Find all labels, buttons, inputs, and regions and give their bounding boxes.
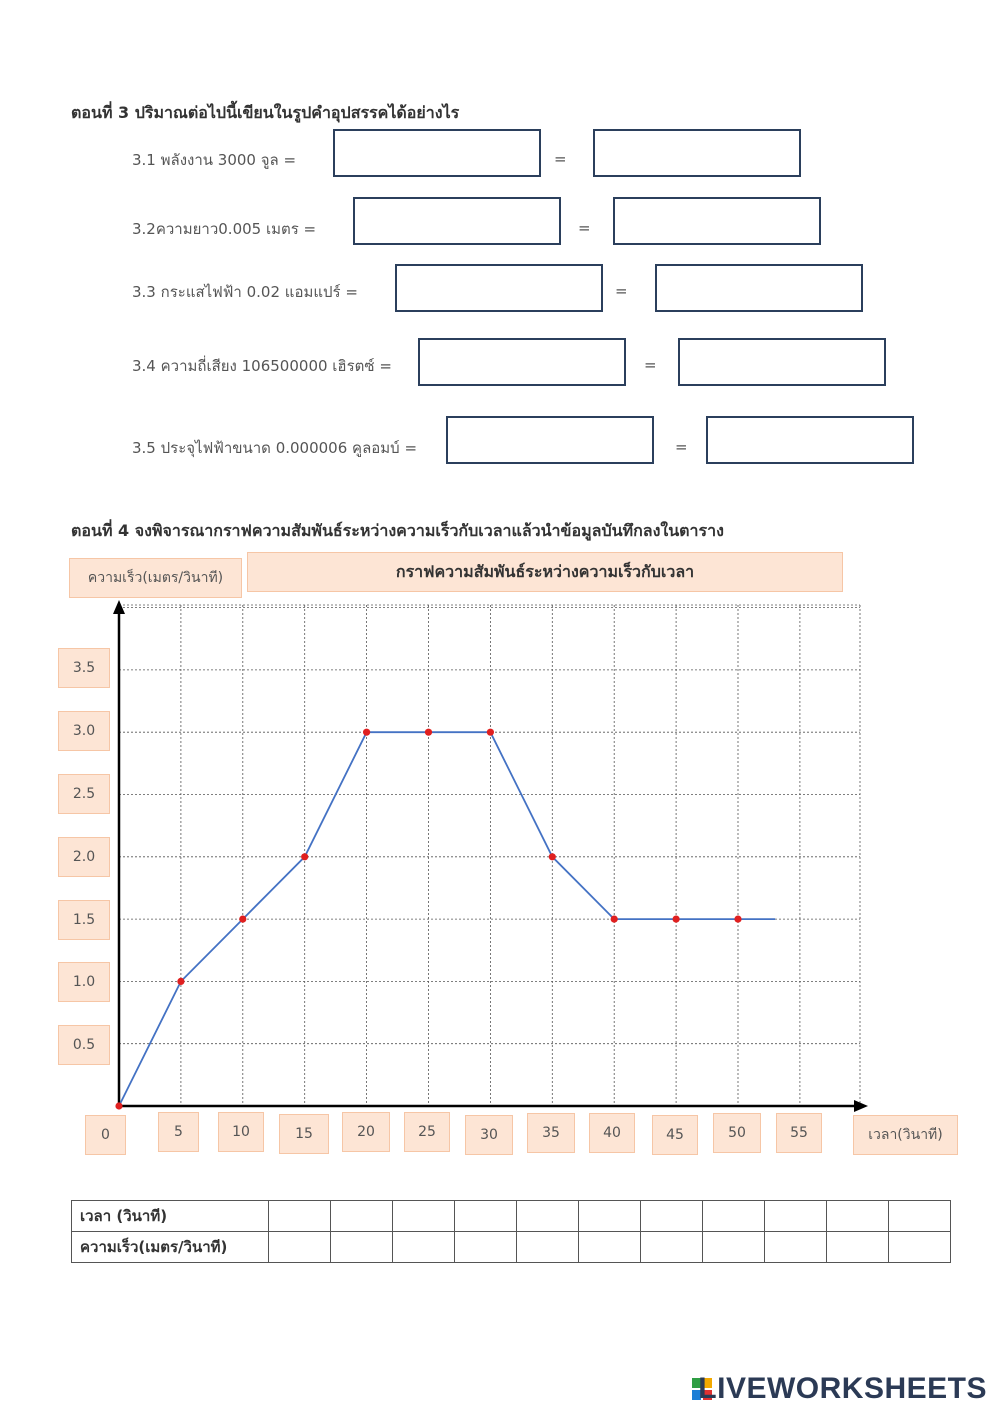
equals-sign: = (578, 219, 591, 237)
question-label: 3.1 พลังงาน 3000 จูล = (132, 151, 297, 169)
table-cell[interactable] (641, 1201, 703, 1232)
table-cell[interactable] (269, 1232, 331, 1263)
equals-sign: = (644, 356, 657, 374)
liveworksheets-brand: LIVEWORKSHEETS (698, 1372, 987, 1405)
table-cell[interactable] (517, 1232, 579, 1263)
table-cell[interactable] (889, 1232, 951, 1263)
table-cell[interactable] (765, 1201, 827, 1232)
table-row-time (72, 1201, 951, 1232)
x-tick-label: 25 (404, 1112, 450, 1152)
time-input[interactable] (517, 1202, 578, 1230)
time-input[interactable] (827, 1202, 888, 1230)
question-label: 3.5 ประจุไฟฟ้าขนาด 0.000006 คูลอมบ์ = (132, 439, 418, 457)
y-tick-label: 2.0 (58, 837, 110, 877)
y-axis-arrow (113, 600, 125, 614)
x-axis-arrow (854, 1100, 868, 1112)
speed-input[interactable] (517, 1233, 578, 1261)
data-point (115, 1102, 122, 1109)
table-cell[interactable] (765, 1232, 827, 1263)
speed-input[interactable] (579, 1233, 640, 1261)
table-cell[interactable] (579, 1232, 641, 1263)
data-point (549, 853, 556, 860)
record-table (71, 1200, 951, 1263)
data-point (611, 916, 618, 923)
y-tick-label: 3.5 (58, 648, 110, 688)
question-label: 3.3 กระแสไฟฟ้า 0.02 แอมแปร์ = (132, 283, 358, 301)
table-cell[interactable] (579, 1201, 641, 1232)
y-tick-label: 2.5 (58, 774, 110, 814)
time-input[interactable] (455, 1202, 516, 1230)
time-input[interactable] (269, 1202, 330, 1230)
section3-title: ตอนที่ 3 ปริมาณต่อไปนี้เขียนในรูปคำอุปสรรคได้อย่างไร (71, 103, 460, 122)
speed-input[interactable] (331, 1233, 392, 1261)
speed-input[interactable] (703, 1233, 764, 1261)
table-cell[interactable] (517, 1201, 579, 1232)
data-point (363, 729, 370, 736)
y-tick-label: 1.5 (58, 900, 110, 940)
question-label: 3.2ความยาว0.005 เมตร = (132, 220, 317, 238)
x-tick-label: 50 (713, 1113, 761, 1153)
time-input[interactable] (889, 1202, 950, 1230)
chart-title: กราฟความสัมพันธ์ระหว่างความเร็วกับเวลา (247, 552, 843, 592)
table-cell[interactable] (641, 1232, 703, 1263)
table-cell[interactable] (269, 1201, 331, 1232)
data-point (673, 916, 680, 923)
x-axis-label: เวลา(วินาที) (853, 1115, 958, 1155)
time-input[interactable] (331, 1202, 392, 1230)
table-cell[interactable] (703, 1232, 765, 1263)
y-tick-label: 3.0 (58, 711, 110, 751)
table-cell[interactable] (331, 1201, 393, 1232)
x-tick-label: 15 (279, 1114, 329, 1154)
table-cell[interactable] (331, 1232, 393, 1263)
time-input[interactable] (641, 1202, 702, 1230)
equals-sign: = (615, 282, 628, 300)
x-tick-label: 55 (776, 1113, 822, 1153)
time-input[interactable] (703, 1202, 764, 1230)
time-input[interactable] (393, 1202, 454, 1230)
time-input[interactable] (765, 1202, 826, 1230)
data-point (487, 729, 494, 736)
section4-title: ตอนที่ 4 จงพิจารณากราฟความสัมพันธ์ระหว่างความเร็วกับเวลาแล้วนำข้อมูลบันทึกลงในตาราง (71, 521, 724, 540)
speed-input[interactable] (641, 1233, 702, 1261)
table-row-speed (72, 1232, 951, 1263)
data-point (177, 978, 184, 985)
speed-input[interactable] (765, 1233, 826, 1261)
table-cell[interactable] (455, 1232, 517, 1263)
table-cell[interactable] (827, 1201, 889, 1232)
x-tick-label: 0 (85, 1115, 126, 1155)
x-tick-label: 35 (527, 1113, 575, 1153)
x-tick-label: 40 (589, 1113, 635, 1153)
table-cell[interactable] (889, 1201, 951, 1232)
x-tick-label: 45 (652, 1115, 698, 1155)
data-point (301, 853, 308, 860)
table-cell[interactable] (393, 1232, 455, 1263)
equals-sign: = (675, 438, 688, 456)
y-tick-label: 1.0 (58, 962, 110, 1002)
speed-input[interactable] (889, 1233, 950, 1261)
y-tick-label: 0.5 (58, 1025, 110, 1065)
data-point (734, 916, 741, 923)
speed-row-label: ความเร็ว(เมตร/วินาที) (72, 1232, 269, 1263)
table-cell[interactable] (827, 1232, 889, 1263)
y-axis-label: ความเร็ว(เมตร/วินาที) (69, 558, 242, 598)
question-label: 3.4 ความถี่เสียง 106500000 เฮิรตซ์ = (132, 357, 392, 375)
data-point (425, 729, 432, 736)
table-cell[interactable] (455, 1201, 517, 1232)
x-tick-label: 30 (465, 1115, 513, 1155)
speed-input[interactable] (827, 1233, 888, 1261)
speed-input[interactable] (269, 1233, 330, 1261)
data-point (239, 916, 246, 923)
x-tick-label: 20 (342, 1112, 390, 1152)
table-cell[interactable] (703, 1201, 765, 1232)
x-tick-label: 5 (158, 1112, 199, 1152)
time-input[interactable] (579, 1202, 640, 1230)
x-tick-label: 10 (218, 1112, 264, 1152)
time-row-label: เวลา (วินาที) (72, 1201, 269, 1232)
speed-input[interactable] (393, 1233, 454, 1261)
speed-input[interactable] (455, 1233, 516, 1261)
equals-sign: = (554, 150, 567, 168)
table-cell[interactable] (393, 1201, 455, 1232)
